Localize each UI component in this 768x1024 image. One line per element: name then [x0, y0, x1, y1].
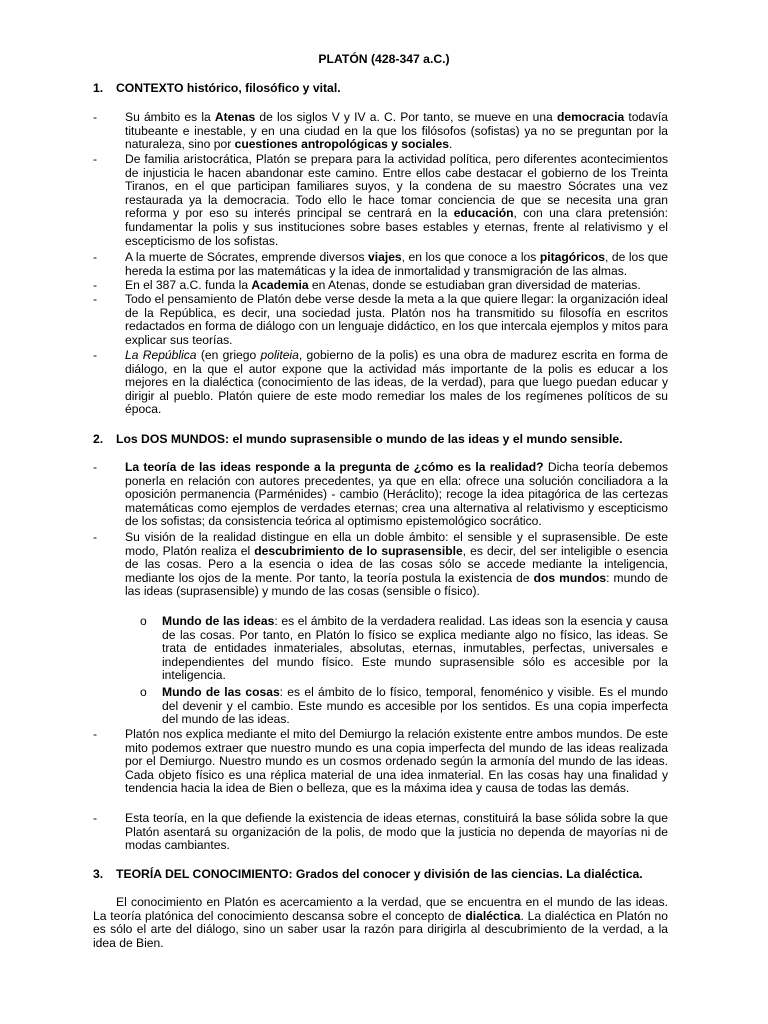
section-heading-1 — [93, 82, 341, 96]
paragraph-demiurgo: Platón nos explica mediante el mito del Demiurgo la relación existente entre ambos mundos. De este mito podemos extraer que nuestro mundo es una copia imperfecta del mundo de las ideas realizada por el Demiurgo. Nuestro mundo es un cosmos ordenado según la armonía del mundo de las ideas. Cada objeto físico es una réplica material de una idea inmaterial. En las cosas hay una finalidad y tendencia hacia la idea de Bien o belleza, que es la máxima idea y causa de todas las demás. — [125, 727, 668, 796]
section-number: 1. — [93, 81, 104, 95]
section-title: CONTEXTO histórico, filosófico y vital. — [116, 81, 341, 95]
dash-bullet: - — [93, 278, 98, 292]
section-title: TEORÍA DEL CONOCIMIENTO: Grados del conocer y división de las ciencias. La dialéctica. — [116, 867, 643, 881]
paragraph-viajes: A la muerte de Sócrates, emprende diversos viajes, en los que conoce a los pitagóricos, de los que hereda la estima por las matemáticas y la idea de inmortalidad y transmigración de las almas. — [125, 250, 669, 278]
paragraph-base-polis: Esta teoría, en la que defiende la existencia de ideas eternas, constituirá la base sólida sobre la que Platón asentará su organización de la polis, de modo que la justicia no dependa de mayorías ni de modas cambiantes. — [125, 811, 668, 853]
circle-bullet: o — [140, 685, 147, 699]
dash-bullet: - — [93, 292, 98, 306]
section-number: 2. — [93, 432, 104, 446]
dash-bullet: - — [93, 152, 98, 166]
document-title: PLATÓN (428-347 a.C.) — [318, 52, 450, 66]
paragraph-pensamiento: Todo el pensamiento de Platón debe verse desde la meta a la que quiere llegar: la organización ideal de la República, es decir, una sociedad justa. Platón nos ha transmitido su filosofía en escritos redactados en forma de diálogo con un lenguaje didáctico, en los que intercala ejemplos y mitos para explicar sus teorías. — [125, 292, 668, 347]
paragraph-teoria-ideas: La teoría de las ideas responde a la pregunta de ¿cómo es la realidad? Dicha teoría debemos ponerla en relación con autores precedentes, ya que en ella: ofrece una solución conciliadora a la oposición permanencia (Parménides) - cambio (Heráclito); recoge la idea pitagórica de las certezas matemáticas como ejemplos de verdades eternas; crea una alternativa al relativismo y escepticismo de los sofistas; da consistencia teórica al optimismo epistemológico socrático. — [125, 460, 668, 529]
dash-bullet: - — [93, 811, 98, 825]
circle-bullet: o — [140, 614, 147, 628]
section-heading-2 — [93, 433, 623, 447]
paragraph-academia: En el 387 a.C. funda la Academia en Atenas, donde se estudiaban gran diversidad de materias. — [125, 278, 641, 292]
section-title: Los DOS MUNDOS: el mundo suprasensible o mundo de las ideas y el mundo sensible. — [116, 432, 623, 446]
paragraph-atenas: Su ámbito es la Atenas de los siglos V y IV a. C. Por tanto, se mueve en una democracia todavía titubeante e inestable, y en una ciudad en la que los filósofos (sofistas) ya no se preguntan por la naturaleza, sino por cuestiones antropológicas y sociales. — [125, 110, 669, 152]
paragraph-familia: De familia aristocrática, Platón se prepara para la actividad política, pero diferentes acontecimientos de injusticia le hacen abandonar este camino. Entre ellos cabe destacar el gobierno de los Treinta Tiranos, en el que participan familiares suyos, y la condena de su maestro Sócrates una vez restaurada ya la democracia. Todo ello le hace tomar conciencia de que se necesita una gran reforma y por eso su interés principal se centrará en la educación, con una clara pretensión: fundamentar la polis y sus instituciones sobre bases estables y eternas, frente al relativismo y el escepticismo de los sofistas. — [125, 152, 669, 248]
dash-bullet: - — [93, 110, 98, 124]
paragraph-mundo-cosas: Mundo de las cosas: es el ámbito de lo físico, temporal, fenoménico y visible. Es el mundo del devenir y el cambio. Este mundo es accesible por los sentidos. Es una copia imperfecta del mundo de las ideas. — [162, 685, 668, 727]
dash-bullet: - — [93, 530, 98, 544]
paragraph-republica: La República (en griego politeia, gobierno de la polis) es una obra de madurez escrita en forma de diálogo, en la que el autor expone que la actividad más importante de la polis es educar a los mejores en la dialéctica (conocimiento de las ideas, de la verdad), para que luego puedan educar y dirigir al pueblo. Platón quiere de este modo remediar los males de los regímenes políticos de su época. — [125, 348, 668, 417]
paragraph-conocimiento: El conocimiento en Platón es acercamiento a la verdad, que se encuentra en el mundo de las ideas. La teoría platónica del conocimiento descansa sobre el concepto de dialéctica. La dialéctica en Platón no es sólo el arte del diálogo, sino un saber usar la razón para dirigirla al descubrimiento de la verdad, a la idea de Bien. — [93, 895, 668, 950]
dash-bullet: - — [93, 727, 98, 741]
section-number: 3. — [93, 867, 104, 881]
section-heading-3 — [93, 868, 643, 882]
paragraph-mundo-ideas: Mundo de las ideas: es el ámbito de la verdadera realidad. Las ideas son la esencia y causa de las cosas. Por tanto, en Platón lo físico se explica mediante algo no físico, las ideas. Se trata de entidades inmateriales, absolutas, eternas, inmutables, perfectas, universales e independientes del mundo físico. Este mundo suprasensible sólo es accesible por la inteligencia. — [162, 614, 668, 683]
paragraph-vision-realidad: Su visión de la realidad distingue en ella un doble ámbito: el sensible y el suprasensible. De este modo, Platón realiza el descubrimiento de lo suprasensible, es decir, del ser inteligible o esencia de las cosas. Pero a la esencia o idea de las cosas sólo se accede mediante la inteligencia, mediante los ojos de la mente. Por tanto, la teoría postula la existencia de dos mundos: mundo de las ideas (suprasensible) y mundo de las cosas (sensible o físico). — [125, 530, 669, 599]
dash-bullet: - — [93, 250, 98, 264]
dash-bullet: - — [93, 348, 98, 362]
dash-bullet: - — [93, 460, 98, 474]
